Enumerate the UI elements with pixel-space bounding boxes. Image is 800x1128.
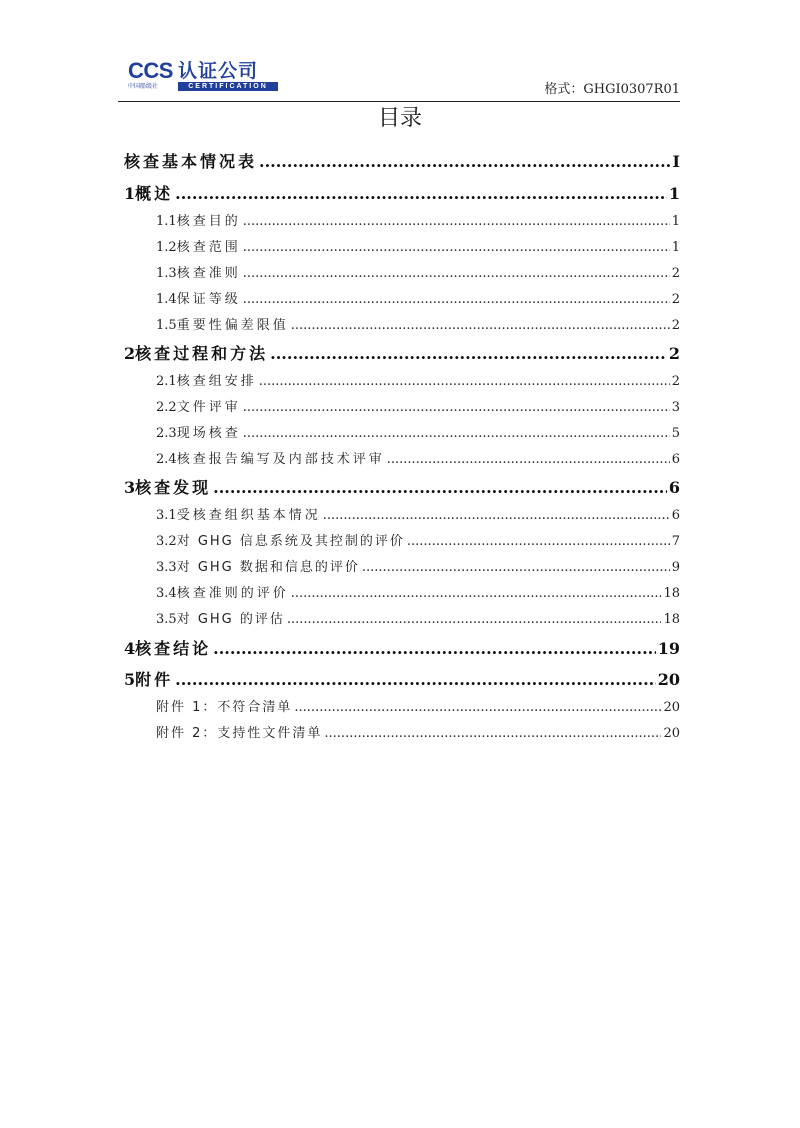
toc-entry-3[interactable]: [124, 477, 680, 499]
toc-entry-summary-table[interactable]: [124, 151, 680, 173]
toc-entry-number: 1.3: [156, 266, 177, 281]
toc-entry-label: 核查组安排: [176, 374, 257, 389]
toc-entry-label: 对 GHG 的评估: [176, 612, 285, 627]
toc-entry-number: 3: [124, 478, 136, 497]
toc-entry-2-1[interactable]: [156, 373, 680, 391]
toc-entry-number: 2.1: [156, 374, 177, 389]
toc-entry-5[interactable]: [124, 669, 680, 691]
toc-entry-2-2[interactable]: [156, 399, 680, 417]
toc-leader-dots: [243, 213, 670, 231]
toc-entry-page: 20: [657, 670, 680, 689]
toc-leader-dots: [387, 451, 670, 469]
toc-entry-number: 4: [124, 639, 136, 658]
toc-entry-number: 3.2: [156, 534, 177, 549]
toc-entry-page: 6: [668, 478, 680, 497]
toc-entry-number: 5: [124, 670, 136, 689]
toc-leader-dots: [270, 343, 667, 365]
toc-entry-page: 19: [657, 639, 680, 658]
toc-leader-dots: [407, 533, 670, 551]
toc-leader-dots: [175, 183, 667, 205]
toc-entry-attachment-1[interactable]: [156, 699, 680, 717]
toc-entry-page: 2: [671, 318, 680, 333]
toc-leader-dots: [259, 373, 670, 391]
toc-entry-3-3[interactable]: [156, 559, 680, 577]
toc-leader-dots: [259, 151, 671, 173]
toc-entry-label: 概述: [135, 184, 174, 203]
toc-leader-dots: [362, 559, 670, 577]
toc-entry-number: 3.4: [156, 586, 177, 601]
toc-entry-label: 核查结论: [135, 639, 212, 658]
toc-entry-page: 7: [671, 534, 680, 549]
toc-entry-2[interactable]: [124, 343, 680, 365]
toc-entry-page: 3: [671, 400, 680, 415]
toc-leader-dots: [243, 239, 670, 257]
toc-leader-dots: [324, 725, 661, 743]
toc-entry-number: 1.5: [156, 318, 177, 333]
toc-leader-dots: [291, 317, 670, 335]
toc-leader-dots: [213, 477, 667, 499]
toc-entry-label: 核查基本情况表: [124, 152, 258, 171]
toc-entry-1-3[interactable]: [156, 265, 680, 283]
toc-entry-number: 2.3: [156, 426, 177, 441]
logo-ccs-text: CCS: [128, 58, 173, 83]
toc-entry-3-5[interactable]: [156, 611, 680, 629]
toc-leader-dots: [243, 291, 670, 309]
toc-leader-dots: [287, 611, 662, 629]
toc-entry-3-4[interactable]: [156, 585, 680, 603]
toc-entry-page: 20: [663, 726, 680, 741]
toc-leader-dots: [294, 699, 661, 717]
toc-entry-1[interactable]: [124, 183, 680, 205]
toc-leader-dots: [175, 669, 656, 691]
logo-subtext: 中国船级社: [128, 83, 159, 90]
toc-entry-label: 核查目的: [176, 214, 241, 229]
toc-entry-3-1[interactable]: [156, 507, 680, 525]
toc-entry-page: 1: [671, 214, 680, 229]
toc-entry-number: 1.4: [156, 292, 177, 307]
toc-entry-label: 核查准则: [176, 266, 241, 281]
form-code: 格式：GHGI0307R01: [544, 82, 680, 97]
toc-entry-label: 附件 2：支持性文件清单: [156, 726, 323, 741]
ccs-certification-logo: [128, 60, 288, 96]
toc-entry-2-3[interactable]: [156, 425, 680, 443]
toc-entry-page: 1: [668, 184, 680, 203]
toc-entry-label: 附件: [135, 670, 174, 689]
toc-entry-page: 6: [671, 452, 680, 467]
toc-entry-3-2[interactable]: [156, 533, 680, 551]
toc-entry-1-5[interactable]: [156, 317, 680, 335]
toc-entry-label: 重要性偏差限值: [176, 318, 289, 333]
toc-entry-label: 核查发现: [135, 478, 212, 497]
toc-entry-attachment-2[interactable]: [156, 725, 680, 743]
toc-entry-number: 3.5: [156, 612, 177, 627]
toc-entry-page: 2: [671, 292, 680, 307]
toc-entry-page: 20: [663, 700, 680, 715]
toc-entry-label: 核查过程和方法: [135, 344, 269, 363]
toc-title: 目录: [377, 106, 422, 131]
toc-entry-number: 2.2: [156, 400, 177, 415]
toc-entry-page: I: [672, 152, 680, 171]
toc-entry-page: 1: [671, 240, 680, 255]
header-divider: [118, 101, 680, 102]
toc-entry-number: 1.1: [156, 214, 177, 229]
logo-certification-bar: CERTIFICATION: [178, 82, 278, 91]
toc-leader-dots: [323, 507, 670, 525]
toc-entry-label: 附件 1：不符合清单: [156, 700, 293, 715]
toc-leader-dots: [213, 638, 656, 660]
toc-entry-label: 对 GHG 数据和信息的评价: [176, 560, 360, 575]
toc-entry-1-1[interactable]: [156, 213, 680, 231]
toc-entry-page: 18: [663, 586, 680, 601]
toc-entry-page: 2: [671, 266, 680, 281]
toc-entry-number: 3.1: [156, 508, 177, 523]
toc-entry-number: 3.3: [156, 560, 177, 575]
toc-entry-page: 6: [671, 508, 680, 523]
toc-entry-label: 保证等级: [176, 292, 241, 307]
toc-entry-label: 文件评审: [176, 400, 241, 415]
toc-entry-page: 2: [671, 374, 680, 389]
toc-entry-number: 2.4: [156, 452, 177, 467]
toc-entry-page: 5: [671, 426, 680, 441]
toc-leader-dots: [291, 585, 662, 603]
toc-entry-label: 现场核查: [176, 426, 241, 441]
toc-entry-number: 1: [124, 184, 136, 203]
toc-entry-2-4[interactable]: [156, 451, 680, 469]
toc-entry-label: 受核查组织基本情况: [176, 508, 321, 523]
toc-entry-page: 18: [663, 612, 680, 627]
logo-chinese-text: 认证公司: [178, 60, 259, 82]
toc-entry-label: 核查范围: [176, 240, 241, 255]
toc-entry-page: 2: [668, 344, 680, 363]
toc-entry-number: 2: [124, 344, 136, 363]
toc-entry-1-2[interactable]: [156, 239, 680, 257]
toc-entry-4[interactable]: [124, 638, 680, 660]
toc-leader-dots: [243, 265, 670, 283]
toc-entry-label: 核查报告编写及内部技术评审: [176, 452, 385, 467]
toc-entry-number: 1.2: [156, 240, 177, 255]
toc-leader-dots: [243, 425, 670, 443]
toc-entry-page: 9: [671, 560, 680, 575]
toc-entry-label: 对 GHG 信息系统及其控制的评价: [176, 534, 405, 549]
toc-entry-1-4[interactable]: [156, 291, 680, 309]
toc-entry-label: 核查准则的评价: [176, 586, 289, 601]
toc-leader-dots: [243, 399, 670, 417]
